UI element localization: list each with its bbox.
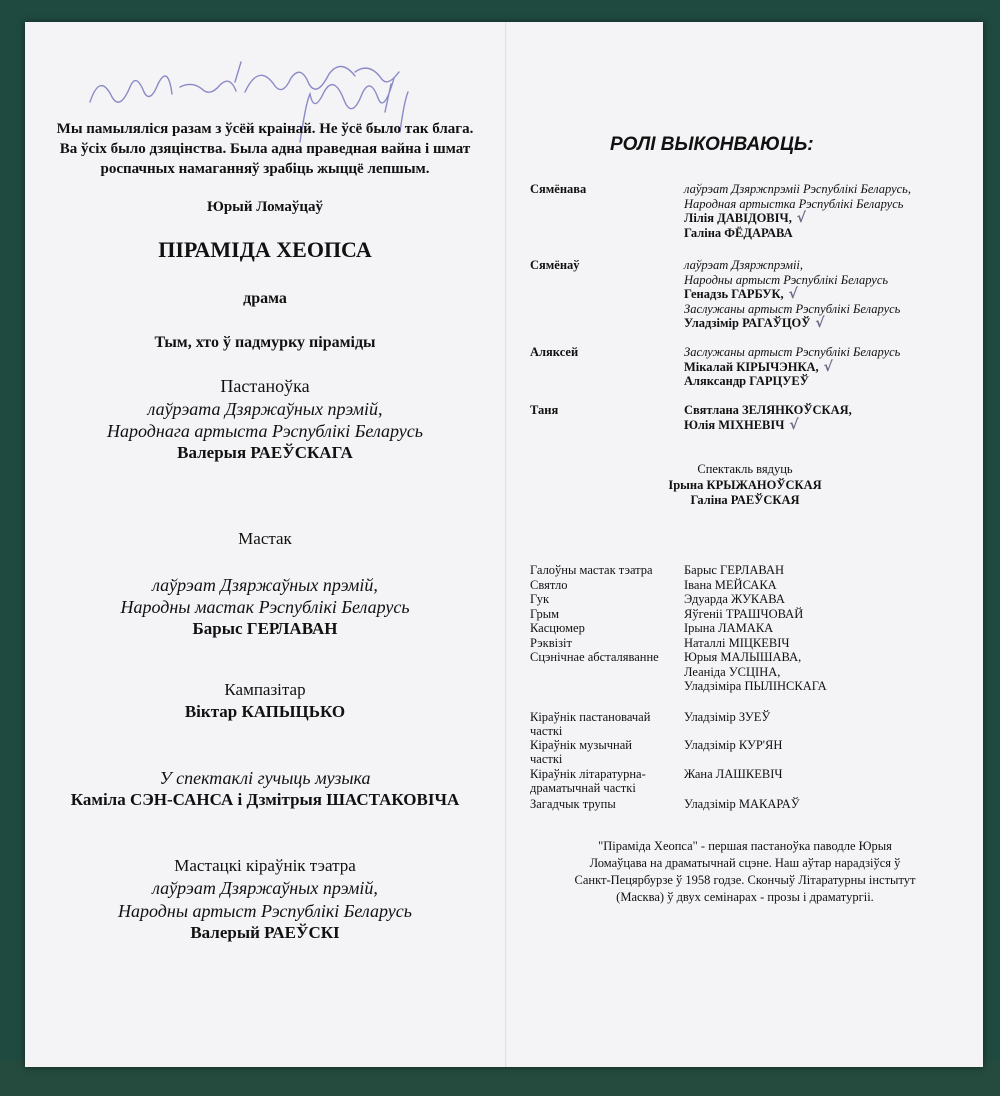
cast-line: Галіна ФЁДАРАВА [684, 225, 793, 240]
crew-name: Эдуарда ЖУКАВА [684, 592, 785, 606]
crew-role: Галоўны мастак тэатра [530, 563, 653, 577]
author-note-1: "Піраміда Хеопса" - першая пастаноўка паводле Юрыя [598, 839, 892, 853]
cast-line-text: Генадзь ГАРБУК, [684, 287, 784, 301]
director-name: Валерый РАЕЎСКІ [190, 923, 340, 942]
director-title-2: Народны артыст Рэспублікі Беларусь [118, 901, 412, 921]
check-mark-icon: √ [818, 358, 833, 375]
artist-name: Барыс ГЕРЛАВАН [192, 619, 338, 638]
cast-line: Аляксандр ГАРЦУЕЎ [684, 374, 809, 388]
check-mark-icon: √ [810, 315, 825, 331]
cast-line-text: Уладзімір РАГАЎЦОЎ [684, 316, 811, 330]
check-mark-icon: √ [783, 286, 798, 302]
cast-line: Заслужаны артыст Рэспублікі Беларусь [684, 345, 901, 359]
author-note-4: (Масква) ў двух семінарах - прозы і драматургіі. [616, 890, 874, 904]
cast-heading: РОЛІ ВЫКОНВАЮЦЬ: [610, 134, 814, 155]
epigraph-line-3: роспачных намаганняў зрабіць жыццё лепшым. [100, 161, 430, 177]
cast-line: лаўрэат Дзяржпрэміі, [684, 258, 804, 272]
crew-name: Барыс ГЕРЛАВАН [684, 563, 785, 577]
cast-role: Сямёнава [530, 182, 587, 196]
crew-head-role: Загадчык трупы [530, 797, 616, 811]
cast-line: Народная артыстка Рэспублікі Беларусь [684, 196, 904, 211]
artist-label: Мастак [238, 529, 292, 548]
crew-role: Грым [530, 606, 559, 621]
composer-label: Кампазітар [224, 680, 306, 699]
playbill-sheet [25, 22, 983, 1067]
cast-role: Сямёнаў [530, 258, 580, 272]
crew-role: Сцэнічнае абсталяванне [530, 650, 659, 664]
cast-line: Народны артыст Рэспублікі Беларусь [684, 272, 889, 287]
cast-line: Святлана ЗЕЛЯНКОЎСКАЯ, [684, 403, 852, 417]
crew-name: Юрыя МАЛЫШАВА, [684, 650, 802, 664]
director-title-1: лаўрэат Дзяржаўных прэмій, [152, 878, 378, 898]
crew-head-role: часткі [530, 752, 563, 766]
cast-role: Аляксей [530, 345, 579, 359]
director-label: Мастацкі кіраўнік тэатра [174, 856, 356, 875]
cast-line [684, 211, 806, 225]
crew-role: Гук [530, 592, 550, 606]
staging-title-1: лаўрэата Дзяржаўных прэмій, [147, 399, 383, 419]
staging-title-2: Народнага артыста Рэспублікі Беларусь [107, 421, 423, 441]
cast-line-text: Мікалай КІРЫЧЭНКА, [684, 359, 819, 374]
crew-head-role: драматычнай часткі [530, 781, 636, 795]
crew-name: Леаніда УСЦІНА, [684, 664, 781, 679]
composer-name: Віктар КАПЫЦЬКО [184, 702, 346, 721]
crew-head-name: Уладзімір ЗУЕЎ [684, 710, 771, 724]
center-fold [505, 22, 507, 1067]
crew-head-name: Жана ЛАШКЕВІЧ [684, 767, 783, 781]
crew-head-role: Кіраўнік пастановачай [530, 710, 651, 724]
cast-line [684, 316, 825, 330]
crew-head-role: часткі [530, 724, 563, 738]
crew-name: Яўгеніі ТРАШЧОВАЙ [684, 606, 804, 621]
play-dedication: Тым, хто ў падмурку піраміды [154, 334, 376, 351]
crew-head-name: Уладзімір МАКАРАЎ [684, 797, 800, 811]
cast-line [684, 360, 833, 374]
check-mark-icon: √ [791, 210, 807, 226]
hosts-label: Спектакль вядуць [697, 462, 793, 476]
cast-line: Заслужаны артыст Рэспублікі Беларусь [684, 301, 901, 316]
crew-role: Касцюмер [530, 621, 585, 635]
host-1: Ірына КРЫЖАНОЎСКАЯ [668, 478, 822, 492]
crew-role: Рэквізіт [530, 635, 572, 650]
cast-line: лаўрэат Дзяржпрэміі Рэспублікі Беларусь, [684, 182, 911, 196]
music-label: У спектаклі гучыць музыка [159, 768, 371, 788]
music-composers: Каміла СЭН-САНСА і Дзмітрыя ШАСТАКОВІЧА [70, 790, 460, 809]
check-mark-icon: √ [784, 416, 799, 433]
cast-role: Таня [530, 403, 559, 417]
crew-name: Ірына ЛАМАКА [684, 621, 774, 635]
author-note-3: Санкт-Пецярбурзе ў 1958 годзе. Скончыў Літаратурны інстытут [574, 873, 916, 887]
cast-line-text: Лілія ДАВІДОВІЧ, [684, 211, 792, 225]
crew-name: Івана МЕЙСАКА [684, 577, 777, 592]
epigraph-line-1: Мы памыляліся разам з ўсёй краінай. Не ўсё было так блага. [56, 121, 474, 137]
crew-head-role: Кіраўнік музычнай [530, 738, 632, 752]
crew-name: Наталлі МІЦКЕВІЧ [684, 635, 790, 650]
cast-line [684, 287, 798, 301]
play-title: ПІРАМІДА ХЕОПСА [158, 237, 372, 262]
author-name: Юрый Ломаўцаў [206, 199, 324, 215]
artist-title-1: лаўрэат Дзяржаўных прэмій, [152, 575, 378, 595]
cast-line [684, 418, 799, 432]
cast-line-text: Юлія МІХНЕВІЧ [684, 417, 785, 432]
staging-label: Пастаноўка [220, 376, 310, 396]
crew-head-name: Уладзімір КУР'ЯН [684, 738, 783, 752]
crew-head-role: Кіраўнік літаратурна- [530, 767, 646, 781]
play-genre: драма [243, 290, 287, 307]
author-note-2: Ломаўцава на драматычнай сцэне. Наш аўтар нарадзіўся ў [589, 856, 901, 870]
artist-title-2: Народны мастак Рэспублікі Беларусь [120, 597, 410, 617]
host-2: Галіна РАЕЎСКАЯ [690, 493, 800, 507]
crew-name: Уладзіміра ПЫЛІНСКАГА [684, 679, 827, 693]
crew-role: Святло [530, 577, 568, 592]
epigraph-line-2: Ва ўсіх было дзяцінства. Была адна праведная вайна і шмат [59, 141, 471, 157]
staging-name: Валерыя РАЕЎСКАГА [177, 443, 353, 462]
